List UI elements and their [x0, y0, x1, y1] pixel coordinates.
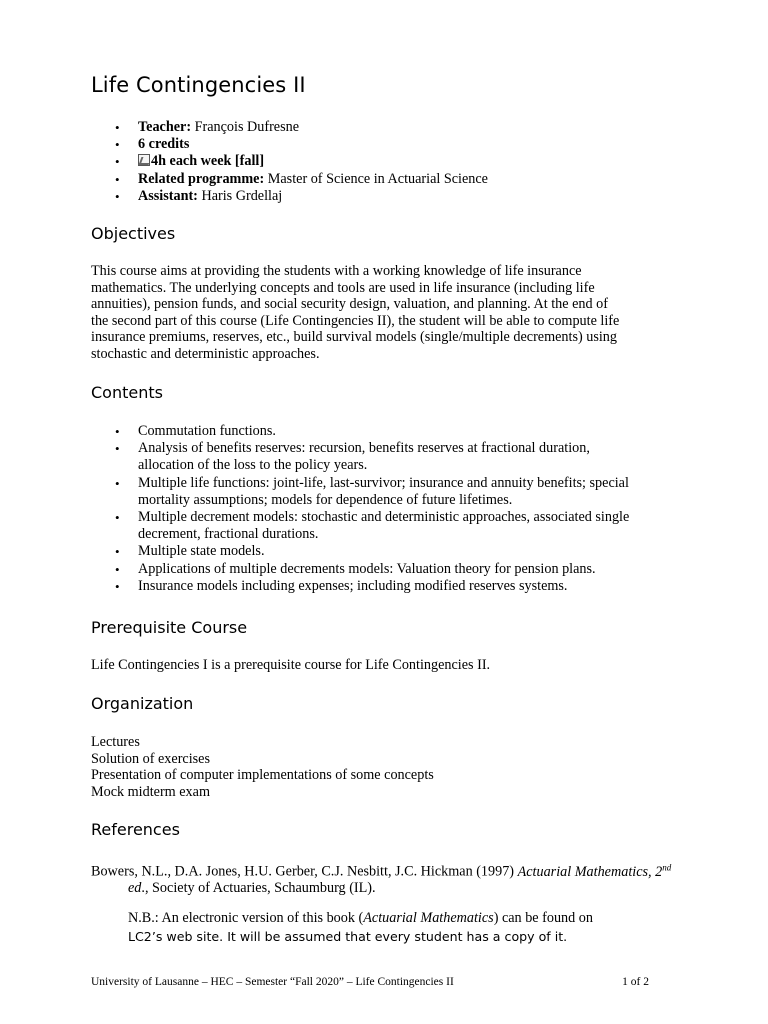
calendar-icon [138, 154, 150, 166]
reference-note: N.B.: An electronic version of this book (Actuarial Mathematics) can be found on LC2’s web site. It will be assumed that every student has a copy of it. [128, 910, 593, 944]
list-item: • Insurance models including expenses; including modified reserves systems. [91, 578, 691, 595]
organization-list [91, 734, 691, 800]
list-item: Presentation of computer implementations of some concepts [91, 767, 434, 784]
page-title: Life Contingencies II [91, 73, 306, 97]
objectives-text: This course aims at providing the students with a working knowledge of life insurance mathematics. The underlying concepts and tools are used in life insurance (including life annuities), pension funds, and social security design, valuation, and planning. At the end of the second part of this course (Life Contingencies II), the student will be able to compute life insurance premiums, reserves, etc., build survival models (single/multiple decrements) using stochastic and deterministic approaches. [91, 263, 620, 362]
footer-text: University of Lausanne – HEC – Semester “Fall 2020” – Life Contingencies II [91, 976, 454, 988]
contents-heading: Contents [91, 383, 163, 402]
references-heading: References [91, 820, 180, 839]
page-footer [91, 976, 649, 988]
course-info-list [91, 119, 691, 205]
credits-item: • 6 credits [91, 136, 691, 153]
organization-heading: Organization [91, 694, 194, 713]
list-item: • Multiple decrement models: stochastic and deterministic approaches, associated single decrement, fractional durations. [91, 509, 691, 543]
list-item: • Analysis of benefits reserves: recursion, benefits reserves at fractional duration, allocation of the loss to the policy years. [91, 440, 691, 474]
page-number: 1 of 2 [622, 976, 649, 988]
contents-list [91, 423, 691, 595]
objectives-heading: Objectives [91, 224, 176, 243]
prerequisite-text: Life Contingencies I is a prerequisite course for Life Contingencies II. [91, 657, 491, 673]
assistant-item: • Assistant: Haris Grdellaj [91, 188, 691, 205]
teacher-item: • Teacher: François Dufresne [91, 119, 691, 136]
hours-item: • 4h each week [fall] [91, 153, 691, 170]
programme-item: • Related programme: Master of Science in Actuarial Science [91, 171, 691, 188]
list-item: Lectures [91, 734, 140, 750]
prerequisite-heading: Prerequisite Course [91, 618, 248, 637]
reference-entry: Bowers, N.L., D.A. Jones, H.U. Gerber, C.J. Nesbitt, J.C. Hickman (1997) Actuarial Mathematics, 2nd ed., Society of Actuaries, Schaumburg (IL). [91, 862, 672, 897]
list-item: • Multiple state models. [91, 543, 691, 560]
list-item: Mock midterm exam [91, 783, 210, 800]
list-item: Solution of exercises [91, 750, 210, 767]
list-item: • Multiple life functions: joint-life, last-survivor; insurance and annuity benefits; special mortality assumptions; models for dependence of future lifetimes. [91, 475, 691, 509]
list-item: • Applications of multiple decrements models: Valuation theory for pension plans. [91, 561, 691, 578]
list-item: • Commutation functions. [91, 423, 691, 440]
